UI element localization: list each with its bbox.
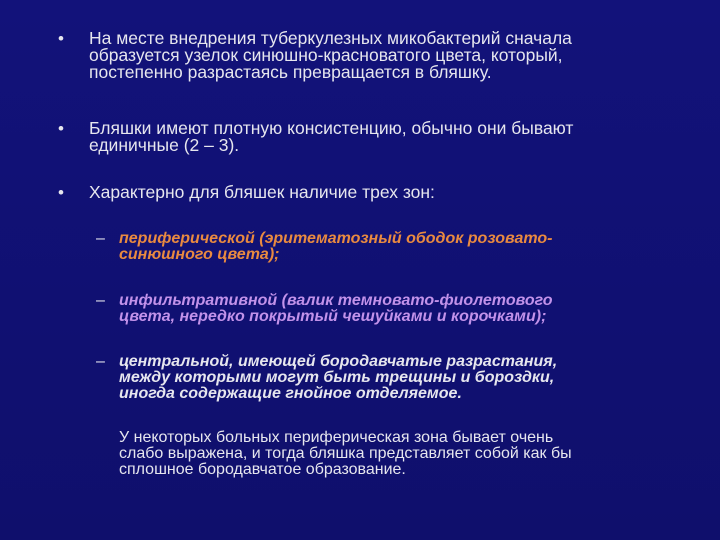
zone-text-central: центральной, имеющей бородавчатые разрастания, между которыми могут быть трещины и бороздки, иногда содержащие гнойное отделяемое.: [119, 353, 558, 402]
bullet-text-plaque-consistency: Бляшки имеют плотную консистенцию, обычно они бывают единичные (2 – 3).: [89, 118, 574, 155]
zone-dash: –: [96, 230, 105, 247]
bullet-marker: •: [58, 119, 64, 138]
zone-item-central: [96, 354, 680, 402]
bullet-item: [58, 30, 680, 81]
bullet-text-three-zones: Характерно для бляшек наличие трех зон:: [89, 182, 435, 202]
bullet-marker: •: [58, 29, 64, 48]
bullet-marker: •: [58, 183, 64, 202]
zone-dash: –: [96, 353, 105, 370]
zone-item-peripheral: [96, 231, 680, 263]
zone-dash: –: [96, 292, 105, 309]
bullet-text-nodule-formation: На месте внедрения туберкулезных микобактерий сначала образуется узелок синюшно-красноватого цвета, который, постепенно разрастаясь превращается в бляшку.: [89, 28, 572, 82]
zone-item-infiltrative: [96, 293, 680, 325]
zone-text-peripheral: периферической (эритематозный ободок розовато- синюшного цвета);: [119, 230, 553, 263]
zone-text-infiltrative: инфильтративной (валик темновато-фиолетового цвета, нередко покрытый чешуйками и корочками);: [119, 292, 553, 325]
bullet-item: [58, 120, 680, 154]
bullet-item: [58, 184, 680, 201]
note-text: У некоторых больных периферическая зона бывает очень слабо выражена, и тогда бляшка представляет собой как бы сплошное бородавчатое образование.: [119, 429, 572, 478]
